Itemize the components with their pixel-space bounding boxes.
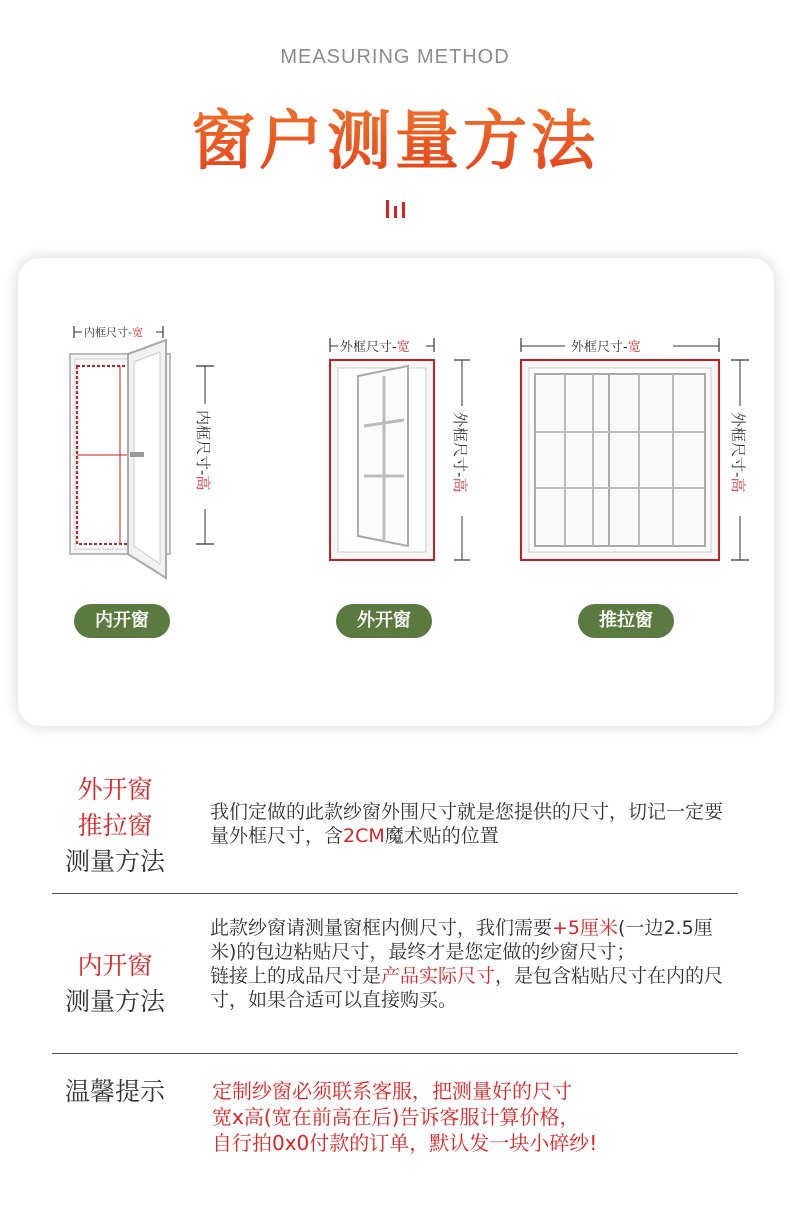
text-part: 我们定做的此款纱窗外围尺寸就是您提供的尺寸，切记一定要量外框尺寸，含 bbox=[210, 801, 724, 847]
text-part: 魔术贴的位置 bbox=[384, 825, 499, 847]
text-part: (一边2.5厘米)的包边粘贴尺寸，最终才是您定做的纱窗尺寸； bbox=[210, 917, 713, 963]
inner-width-label: 内框尺寸- bbox=[84, 326, 132, 339]
svg-text:内框尺寸-宽 bbox=[84, 325, 143, 339]
text-highlight: 2CM bbox=[343, 825, 385, 847]
label-outward: 外开窗 bbox=[77, 775, 153, 804]
svg-text:外框尺寸-高 bbox=[451, 412, 469, 492]
outer-width-label: 外框尺寸- bbox=[340, 340, 397, 355]
divider bbox=[52, 893, 738, 894]
tips-line: 自行拍0x0付款的订单，默认发一块小碎纱! bbox=[212, 1131, 598, 1155]
inner-text bbox=[210, 916, 730, 1012]
svg-text:内框尺寸-高 bbox=[194, 410, 212, 490]
inner-paragraph-1 bbox=[210, 916, 730, 964]
sliding-window-badge: 推拉窗 bbox=[578, 604, 674, 638]
text-part: 链接上的成品尺寸是 bbox=[210, 965, 382, 987]
inward-window-diagram bbox=[68, 314, 268, 584]
outward-window-badge: 外开窗 bbox=[336, 604, 432, 638]
outer-width-red: 宽 bbox=[396, 340, 410, 355]
inner-height-label: 内框尺寸- bbox=[194, 410, 212, 476]
sliding-width-label: 外框尺寸- bbox=[571, 340, 628, 355]
text-part: ，是包含粘贴尺寸在内的尺寸，如果合适可以直接购买。 bbox=[210, 965, 724, 1011]
outer-sliding-label bbox=[40, 772, 190, 880]
tips-text bbox=[212, 1078, 732, 1156]
inner-width-red: 宽 bbox=[131, 326, 143, 339]
outer-sliding-text bbox=[210, 800, 730, 848]
divider bbox=[52, 1053, 738, 1054]
tips-label: 温馨提示 bbox=[64, 1077, 165, 1106]
label-sliding: 推拉窗 bbox=[77, 811, 153, 840]
sliding-height-label: 外框尺寸- bbox=[729, 412, 747, 478]
text-highlight: 产品实际尺寸 bbox=[381, 965, 496, 987]
svg-text:外框尺寸-高 bbox=[729, 412, 747, 492]
diagram-card bbox=[18, 258, 774, 726]
label-inward: 内开窗 bbox=[77, 951, 153, 980]
sliding-height-red: 高 bbox=[729, 477, 747, 493]
inner-label bbox=[40, 948, 190, 1020]
outer-height-label: 外框尺寸- bbox=[451, 412, 469, 478]
inner-paragraph-2 bbox=[210, 964, 730, 1012]
svg-text:外框尺寸-宽 bbox=[571, 339, 641, 355]
inner-height-red: 高 bbox=[194, 475, 212, 491]
outward-window-diagram bbox=[318, 336, 488, 576]
svg-text:外框尺寸-宽 bbox=[340, 339, 410, 355]
sliding-window-diagram bbox=[513, 336, 753, 576]
page-title: 窗户测量方法 bbox=[0, 90, 790, 182]
text-part: 此款纱窗请测量窗框内侧尺寸，我们需要 bbox=[210, 917, 553, 939]
tips-line: 宽x高(宽在前高在后)告诉客服计算价格， bbox=[212, 1105, 580, 1129]
subtitle: MEASURING METHOD bbox=[280, 46, 510, 68]
bars-icon bbox=[383, 198, 409, 220]
label-method: 测量方法 bbox=[64, 987, 165, 1016]
outer-height-red: 高 bbox=[451, 477, 469, 493]
label-method: 测量方法 bbox=[64, 847, 165, 876]
text-highlight: +5厘米 bbox=[552, 917, 619, 939]
inward-window-badge: 内开窗 bbox=[74, 604, 170, 638]
tips-line: 定制纱窗必须联系客服，把测量好的尺寸 bbox=[212, 1079, 572, 1103]
sliding-width-red: 宽 bbox=[627, 340, 641, 355]
